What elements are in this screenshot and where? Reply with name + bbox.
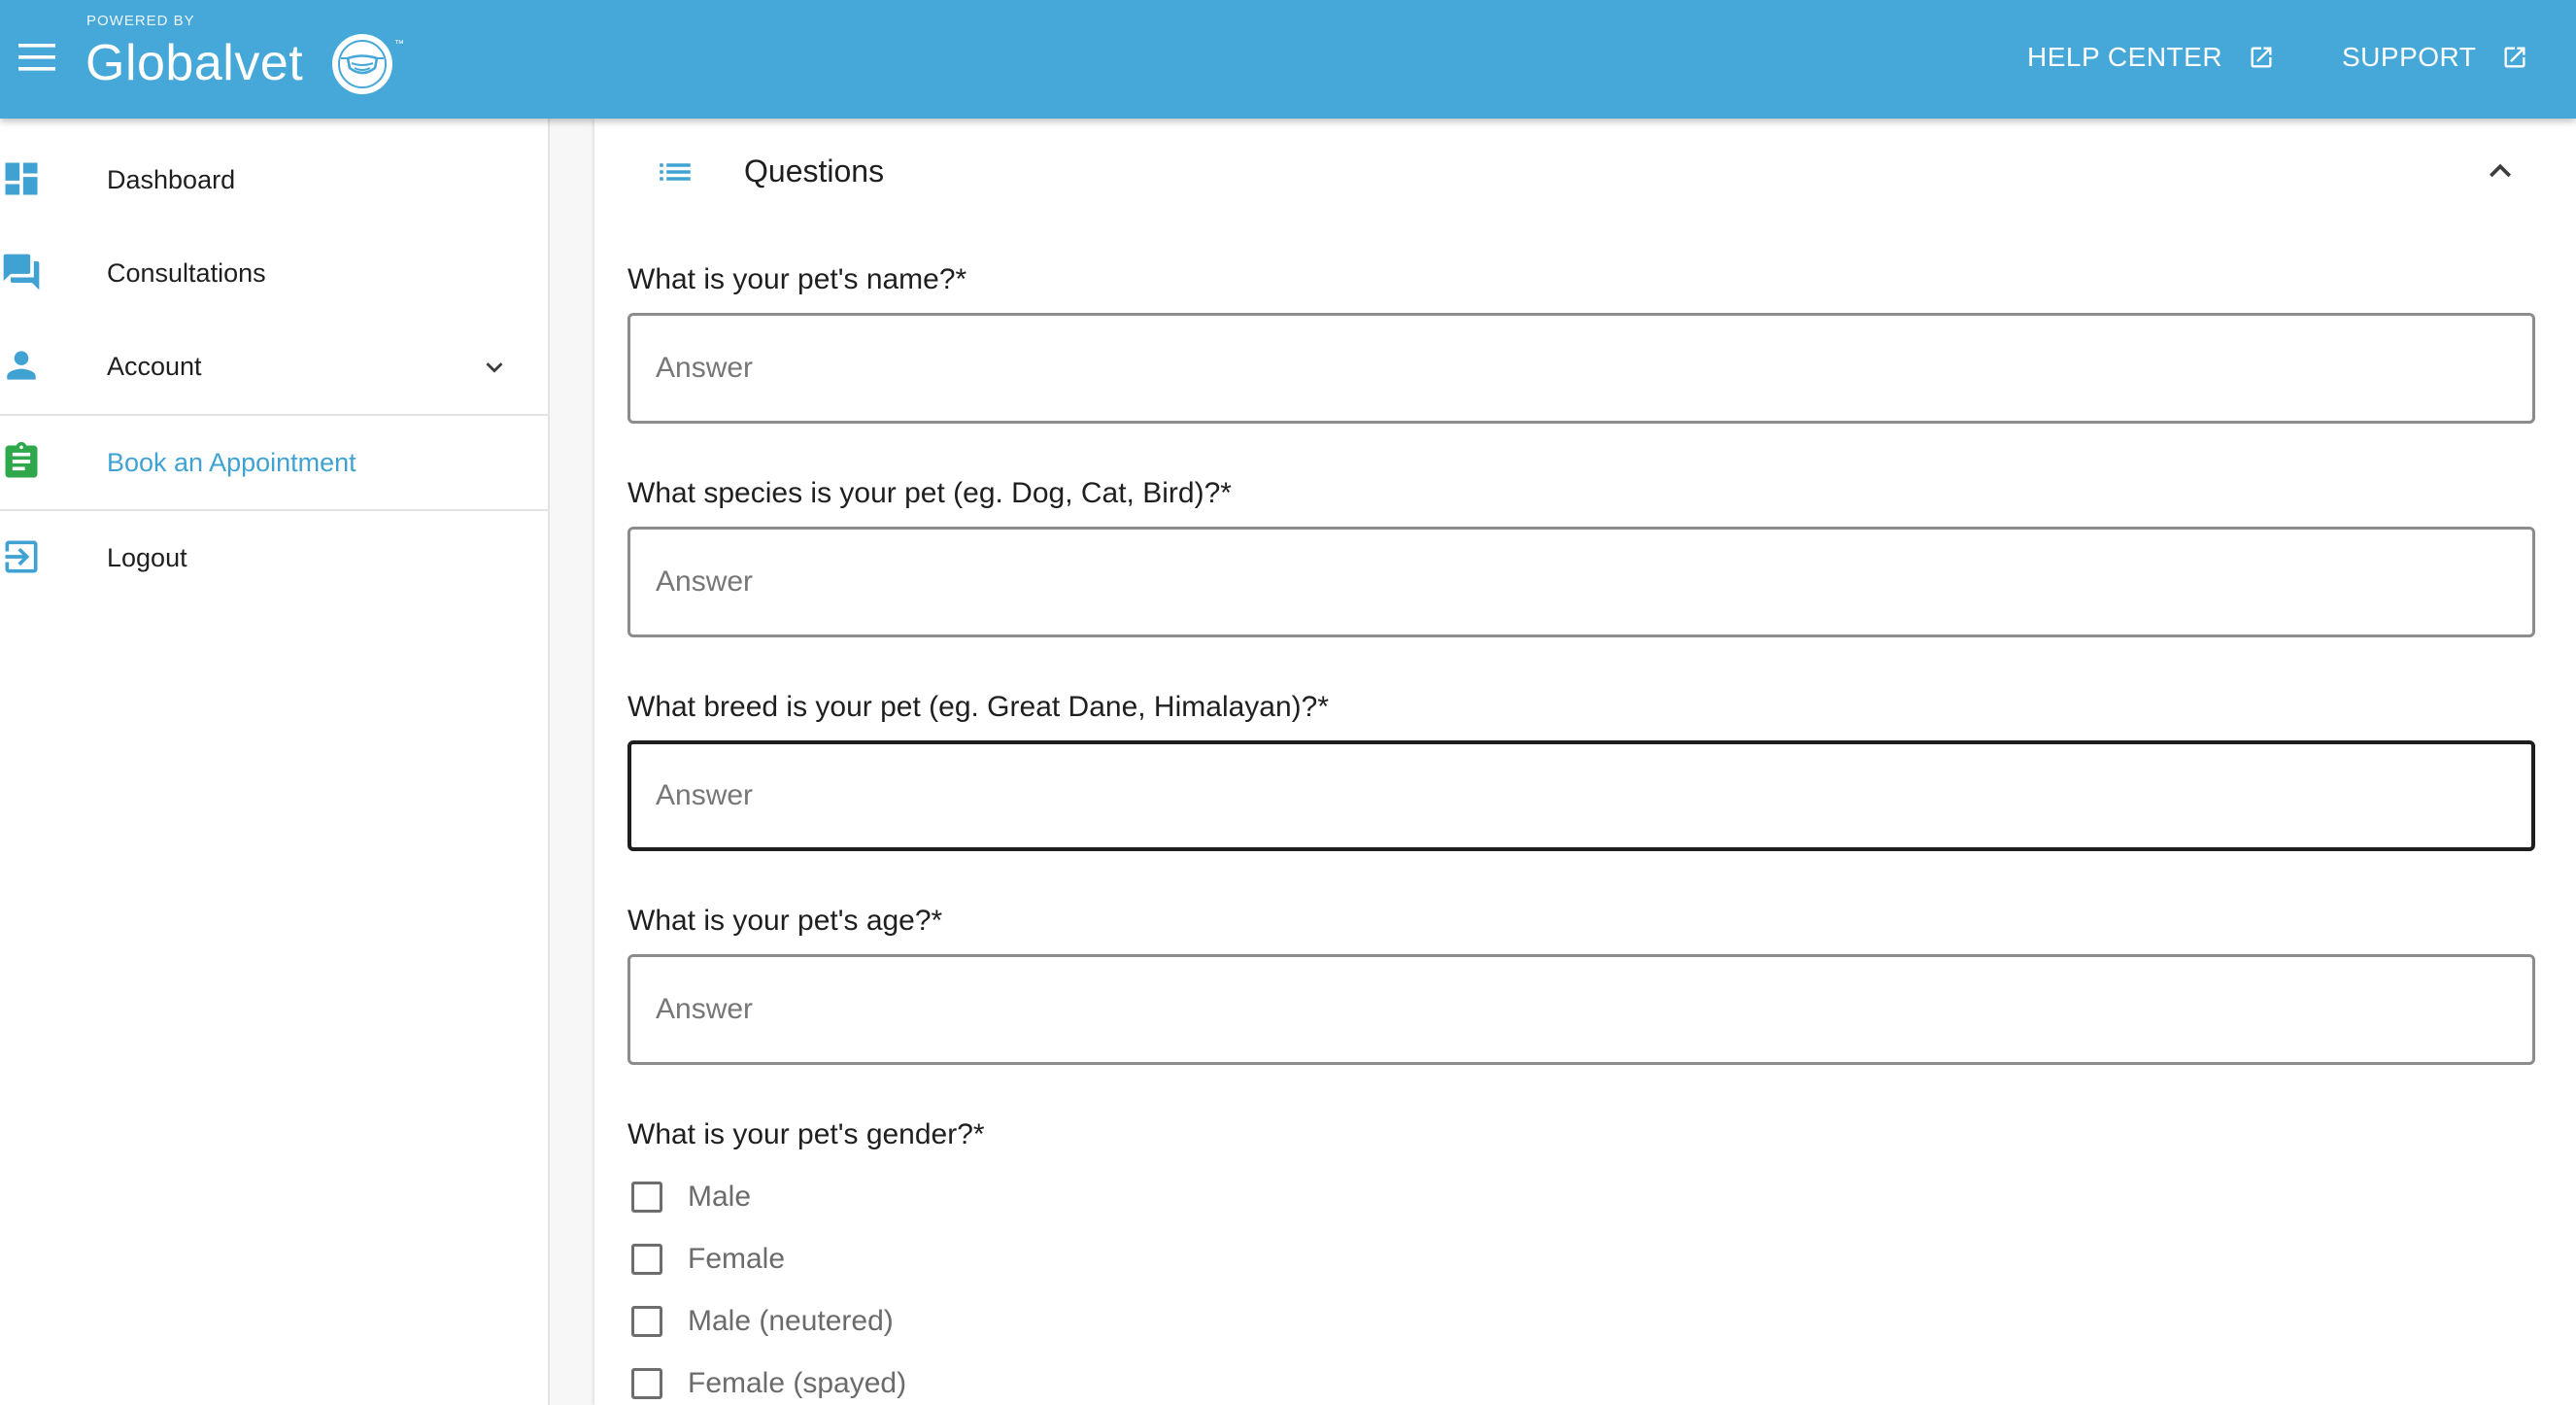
dashboard-icon [0,157,43,200]
sidebar-item-label: Consultations [107,258,266,288]
checkbox[interactable] [631,1368,662,1399]
pet-name-label: What is your pet's name?* [627,263,967,295]
support-label: SUPPORT [2342,42,2477,72]
pet-age-input[interactable] [627,954,2535,1065]
checkbox[interactable] [631,1306,662,1337]
list-icon [655,152,695,192]
brand-name: Globalvet [85,35,304,91]
pet-name-input[interactable] [627,313,2535,424]
option-label: Male (neutered) [688,1305,894,1337]
sidebar-item-label: Account [107,352,202,381]
pet-age-label: What is your pet's age?* [627,905,943,937]
chevron-up-icon[interactable] [2479,150,2522,192]
hamburger-menu-icon[interactable] [17,41,57,74]
sidebar-item-account[interactable] [0,320,548,413]
option-label: Female [688,1243,786,1275]
questions-panel-header[interactable] [594,119,2576,223]
sidebar-item-label: Dashboard [107,165,236,194]
external-link-icon [2248,44,2275,71]
gender-option-male[interactable] [631,1178,751,1217]
help-center-link[interactable] [2027,35,2275,80]
powered-by-text: POWERED BY [86,13,195,29]
trademark-symbol: ™ [394,39,404,50]
questions-title: Questions [744,154,885,188]
sidebar-item-label: Logout [107,543,187,572]
pet-species-input[interactable] [627,527,2535,637]
globalvet-logo-icon [330,32,394,96]
option-label: Female (spayed) [688,1367,907,1399]
option-label: Male [688,1181,752,1213]
checkbox[interactable] [631,1244,662,1275]
pet-gender-label: What is your pet's gender?* [627,1118,985,1150]
sidebar-nav [0,119,550,1405]
clipboard-icon [0,440,43,483]
chat-icon [0,251,43,293]
checkbox[interactable] [631,1182,662,1213]
top-app-bar [0,0,2576,119]
sidebar-item-logout[interactable] [0,511,548,604]
logout-icon [0,535,43,578]
external-link-icon [2501,44,2528,71]
sidebar-item-label: Book an Appointment [107,448,356,477]
pet-species-label: What species is your pet (eg. Dog, Cat, Bird)?* [627,477,1232,509]
gender-option-female[interactable] [631,1240,785,1279]
person-icon [0,344,43,387]
sidebar-item-consultations[interactable] [0,226,548,320]
gender-option-male-neutered[interactable] [631,1302,894,1341]
support-link[interactable] [2342,35,2528,80]
gender-option-female-spayed[interactable] [631,1364,906,1403]
pet-breed-input[interactable] [627,740,2535,851]
questions-panel [594,119,2576,1405]
chevron-down-icon[interactable] [478,351,511,384]
help-center-label: HELP CENTER [2027,42,2223,72]
sidebar-item-book-appointment[interactable] [0,416,548,509]
pet-breed-label: What breed is your pet (eg. Great Dane, Himalayan)?* [627,691,1330,723]
sidebar-item-dashboard[interactable] [0,133,548,226]
